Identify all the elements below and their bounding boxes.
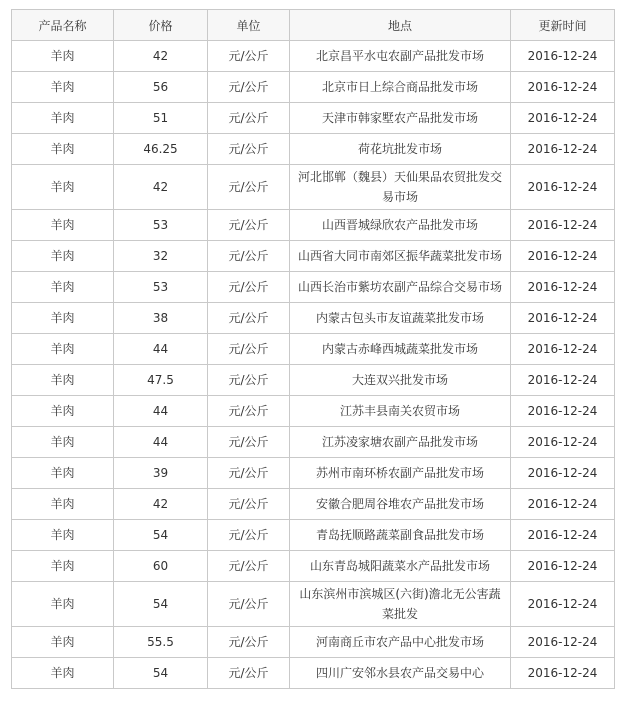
price-table: [11, 9, 615, 689]
cell-product: 羊肉: [12, 210, 114, 241]
cell-product: 羊肉: [12, 134, 114, 165]
cell-unit: 元/公斤: [208, 627, 290, 658]
cell-product: 羊肉: [12, 241, 114, 272]
cell-location: 河南商丘市农产品中心批发市场: [290, 627, 511, 658]
cell-unit: 元/公斤: [208, 551, 290, 582]
table-header-row: [12, 10, 615, 41]
cell-product: 羊肉: [12, 582, 114, 627]
cell-location: 山西长治市紫坊农副产品综合交易市场: [290, 272, 511, 303]
table-row: [12, 241, 615, 272]
cell-location: 天津市韩家墅农产品批发市场: [290, 103, 511, 134]
table-row: [12, 551, 615, 582]
cell-location: 内蒙古赤峰西城蔬菜批发市场: [290, 334, 511, 365]
cell-unit: 元/公斤: [208, 365, 290, 396]
cell-date: 2016-12-24: [511, 489, 615, 520]
cell-date: 2016-12-24: [511, 72, 615, 103]
cell-product: 羊肉: [12, 334, 114, 365]
cell-product: 羊肉: [12, 303, 114, 334]
cell-price: 44: [114, 396, 208, 427]
cell-price: 54: [114, 582, 208, 627]
table-row: [12, 582, 615, 627]
table-row: [12, 489, 615, 520]
header-unit: 单位: [208, 10, 290, 41]
cell-date: 2016-12-24: [511, 658, 615, 689]
cell-price: 42: [114, 489, 208, 520]
table-row: [12, 627, 615, 658]
cell-date: 2016-12-24: [511, 365, 615, 396]
cell-price: 42: [114, 41, 208, 72]
cell-price: 53: [114, 210, 208, 241]
table-row: [12, 334, 615, 365]
cell-location: 河北邯郸（魏县）天仙果品农贸批发交易市场: [290, 165, 511, 210]
cell-product: 羊肉: [12, 458, 114, 489]
cell-product: 羊肉: [12, 272, 114, 303]
cell-date: 2016-12-24: [511, 627, 615, 658]
cell-unit: 元/公斤: [208, 334, 290, 365]
cell-price: 44: [114, 427, 208, 458]
cell-product: 羊肉: [12, 520, 114, 551]
cell-location: 安徽合肥周谷堆农产品批发市场: [290, 489, 511, 520]
cell-price: 54: [114, 658, 208, 689]
cell-location: 江苏凌家塘农副产品批发市场: [290, 427, 511, 458]
table-row: [12, 427, 615, 458]
table-body: [12, 41, 615, 689]
cell-price: 54: [114, 520, 208, 551]
table-row: [12, 396, 615, 427]
cell-location: 山西省大同市南郊区振华蔬菜批发市场: [290, 241, 511, 272]
cell-price: 44: [114, 334, 208, 365]
cell-date: 2016-12-24: [511, 165, 615, 210]
cell-date: 2016-12-24: [511, 458, 615, 489]
cell-unit: 元/公斤: [208, 103, 290, 134]
cell-unit: 元/公斤: [208, 210, 290, 241]
cell-unit: 元/公斤: [208, 165, 290, 210]
cell-price: 60: [114, 551, 208, 582]
cell-product: 羊肉: [12, 165, 114, 210]
cell-product: 羊肉: [12, 627, 114, 658]
header-updated: 更新时间: [511, 10, 615, 41]
header-price: 价格: [114, 10, 208, 41]
cell-product: 羊肉: [12, 489, 114, 520]
cell-unit: 元/公斤: [208, 458, 290, 489]
cell-location: 北京昌平水屯农副产品批发市场: [290, 41, 511, 72]
cell-location: 山西晋城绿欣农产品批发市场: [290, 210, 511, 241]
cell-date: 2016-12-24: [511, 134, 615, 165]
cell-date: 2016-12-24: [511, 210, 615, 241]
cell-unit: 元/公斤: [208, 582, 290, 627]
cell-unit: 元/公斤: [208, 41, 290, 72]
cell-date: 2016-12-24: [511, 272, 615, 303]
cell-location: 苏州市南环桥农副产品批发市场: [290, 458, 511, 489]
cell-date: 2016-12-24: [511, 334, 615, 365]
table-row: [12, 303, 615, 334]
cell-date: 2016-12-24: [511, 103, 615, 134]
cell-unit: 元/公斤: [208, 272, 290, 303]
cell-price: 42: [114, 165, 208, 210]
cell-price: 55.5: [114, 627, 208, 658]
cell-location: 青岛抚顺路蔬菜副食品批发市场: [290, 520, 511, 551]
cell-product: 羊肉: [12, 658, 114, 689]
header-location: 地点: [290, 10, 511, 41]
cell-date: 2016-12-24: [511, 582, 615, 627]
cell-product: 羊肉: [12, 551, 114, 582]
cell-product: 羊肉: [12, 427, 114, 458]
cell-unit: 元/公斤: [208, 520, 290, 551]
cell-product: 羊肉: [12, 365, 114, 396]
cell-price: 32: [114, 241, 208, 272]
table-row: [12, 520, 615, 551]
table-row: [12, 134, 615, 165]
table-row: [12, 272, 615, 303]
header-product: 产品名称: [12, 10, 114, 41]
table-row: [12, 658, 615, 689]
cell-price: 51: [114, 103, 208, 134]
cell-location: 北京市日上综合商品批发市场: [290, 72, 511, 103]
table-row: [12, 103, 615, 134]
cell-unit: 元/公斤: [208, 72, 290, 103]
cell-location: 荷花坑批发市场: [290, 134, 511, 165]
cell-price: 39: [114, 458, 208, 489]
cell-unit: 元/公斤: [208, 489, 290, 520]
cell-price: 47.5: [114, 365, 208, 396]
cell-price: 46.25: [114, 134, 208, 165]
cell-date: 2016-12-24: [511, 551, 615, 582]
cell-date: 2016-12-24: [511, 520, 615, 551]
table-row: [12, 210, 615, 241]
cell-date: 2016-12-24: [511, 427, 615, 458]
cell-location: 山东滨州市滨城区(六街)澹北无公害蔬菜批发: [290, 582, 511, 627]
cell-price: 38: [114, 303, 208, 334]
table-row: [12, 458, 615, 489]
cell-unit: 元/公斤: [208, 241, 290, 272]
cell-location: 江苏丰县南关农贸市场: [290, 396, 511, 427]
cell-unit: 元/公斤: [208, 303, 290, 334]
cell-product: 羊肉: [12, 103, 114, 134]
cell-unit: 元/公斤: [208, 658, 290, 689]
cell-date: 2016-12-24: [511, 303, 615, 334]
cell-product: 羊肉: [12, 41, 114, 72]
table-row: [12, 72, 615, 103]
cell-product: 羊肉: [12, 396, 114, 427]
cell-date: 2016-12-24: [511, 41, 615, 72]
cell-unit: 元/公斤: [208, 134, 290, 165]
table-row: [12, 165, 615, 210]
table-row: [12, 365, 615, 396]
cell-date: 2016-12-24: [511, 241, 615, 272]
cell-unit: 元/公斤: [208, 427, 290, 458]
cell-date: 2016-12-24: [511, 396, 615, 427]
cell-location: 大连双兴批发市场: [290, 365, 511, 396]
cell-location: 内蒙古包头市友谊蔬菜批发市场: [290, 303, 511, 334]
cell-unit: 元/公斤: [208, 396, 290, 427]
cell-location: 山东青岛城阳蔬菜水产品批发市场: [290, 551, 511, 582]
cell-price: 53: [114, 272, 208, 303]
cell-price: 56: [114, 72, 208, 103]
table-row: [12, 41, 615, 72]
cell-location: 四川广安邻水县农产品交易中心: [290, 658, 511, 689]
cell-product: 羊肉: [12, 72, 114, 103]
